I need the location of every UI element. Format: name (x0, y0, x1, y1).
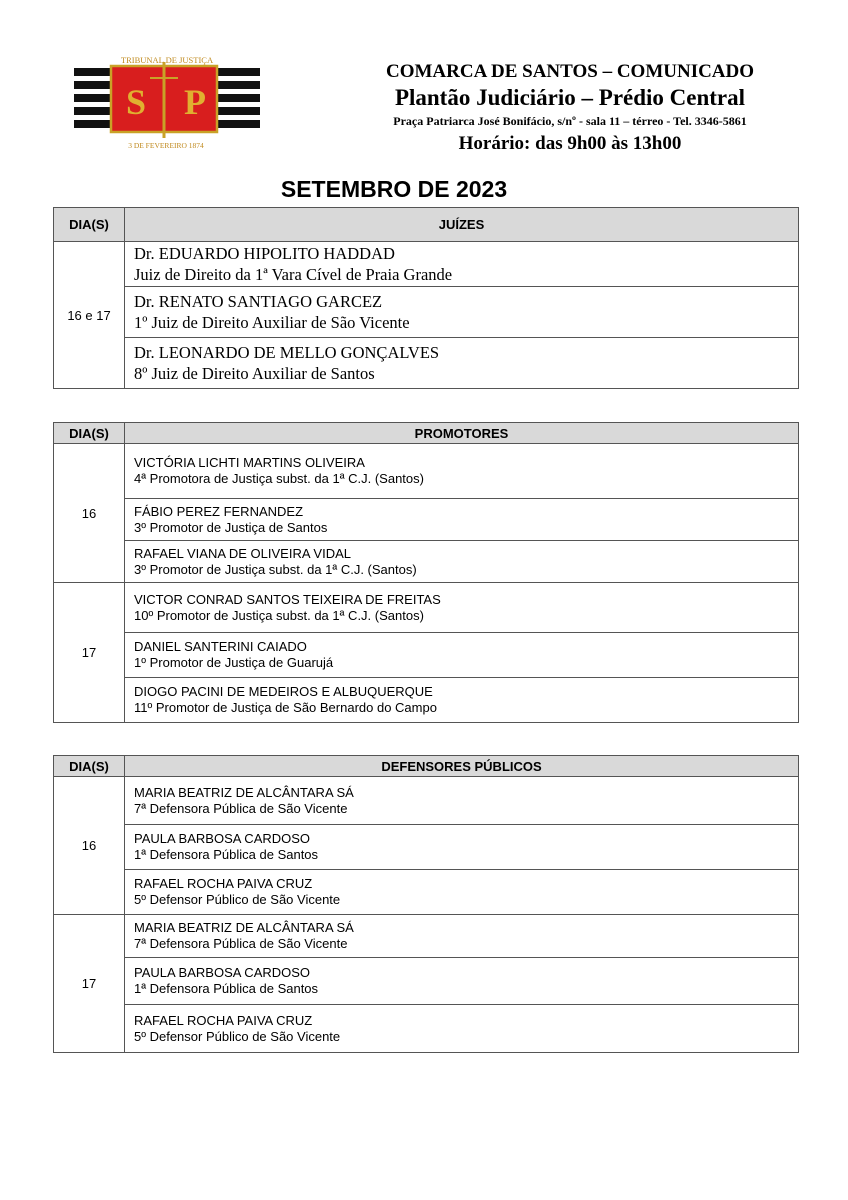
table-header-row (54, 423, 799, 444)
col-header-day: DIA(S) (54, 423, 125, 444)
table-header-row (54, 208, 799, 242)
prosecutor-role: 11º Promotor de Justiça de São Bernardo do Campo (134, 700, 437, 715)
header-subtitle: Plantão Judiciário – Prédio Central (394, 85, 746, 110)
table-row (54, 499, 799, 541)
defender-name: MARIA BEATRIZ DE ALCÂNTARA SÁ (134, 784, 354, 800)
prosecutor-name: FÁBIO PEREZ FERNANDEZ (134, 503, 304, 519)
judges-table (53, 207, 799, 389)
judge-name: Dr. EDUARDO HIPOLITO HADDAD (134, 244, 395, 263)
prosecutor-cell (125, 541, 799, 583)
col-header-day: DIA(S) (54, 208, 125, 242)
defender-name: RAFAEL ROCHA PAIVA CRUZ (134, 876, 313, 891)
defenders-table (53, 755, 799, 1053)
prosecutor-name: VICTOR CONRAD SANTOS TEIXEIRA DE FREITAS (134, 591, 441, 607)
defender-name: RAFAEL ROCHA PAIVA CRUZ (134, 1012, 313, 1028)
defender-name: PAULA BARBOSA CARDOSO (134, 965, 311, 980)
defender-cell (125, 777, 799, 825)
defender-role: 5º Defensor Público de São Vicente (134, 1028, 341, 1044)
col-header-judges: JUÍZES (125, 208, 799, 242)
header-hours: Horário: das 9h00 às 13h00 (458, 133, 682, 154)
table-row (54, 287, 799, 338)
table-row (54, 870, 799, 915)
judge-cell (125, 242, 799, 287)
table-row (54, 633, 799, 678)
header (300, 60, 840, 156)
judge-cell (125, 338, 799, 389)
prosecutor-cell (125, 583, 799, 633)
prosecutor-cell (125, 499, 799, 541)
prosecutor-cell (125, 678, 799, 723)
judge-name: Dr. RENATO SANTIAGO GARCEZ (134, 292, 383, 311)
table-row (54, 915, 799, 958)
defender-name: PAULA BARBOSA CARDOSO (134, 831, 311, 846)
table-row (54, 777, 799, 825)
day-cell: 16 (54, 777, 125, 915)
defender-cell (125, 915, 799, 958)
defender-cell (125, 825, 799, 870)
prosecutor-cell (125, 633, 799, 678)
prosecutor-role: 4ª Promotora de Justiça subst. da 1ª C.J. (Santos) (134, 471, 424, 486)
svg-text:TRIBUNAL DE JUSTIÇA: TRIBUNAL DE JUSTIÇA (120, 55, 214, 65)
tjsp-logo (74, 52, 260, 156)
day-cell: 17 (54, 915, 125, 1053)
table-row (54, 958, 799, 1005)
svg-text:3 DE FEVEREIRO 1874: 3 DE FEVEREIRO 1874 (128, 141, 204, 150)
prosecutor-role: 3º Promotor de Justiça subst. da 1ª C.J. (Santos) (134, 561, 417, 577)
table-row (54, 541, 799, 583)
prosecutor-name: VICTÓRIA LICHTI MARTINS OLIVEIRA (134, 455, 365, 470)
header-title: COMARCA DE SANTOS – COMUNICADO (385, 61, 755, 82)
day-cell: 16 e 17 (54, 242, 125, 389)
prosecutors-table (53, 422, 799, 723)
table-row (54, 583, 799, 633)
judge-name: Dr. LEONARDO DE MELLO GONÇALVES (134, 343, 440, 362)
day-cell: 16 (54, 444, 125, 583)
prosecutor-role: 1º Promotor de Justiça de Guarujá (134, 655, 334, 670)
prosecutor-role: 10º Promotor de Justiça subst. da 1ª C.J. (Santos) (134, 607, 424, 623)
defender-role: 1ª Defensora Pública de Santos (134, 847, 319, 862)
header-address: Praça Patriarca José Bonifácio, s/nº - sala 11 – térreo - Tel. 3346-5861 (393, 114, 747, 128)
svg-text:S: S (125, 82, 147, 122)
day-cell: 17 (54, 583, 125, 723)
table-row (54, 444, 799, 499)
col-header-prosecutors: PROMOTORES (125, 423, 799, 444)
table-row (54, 678, 799, 723)
judge-cell (125, 287, 799, 338)
defender-cell (125, 870, 799, 915)
prosecutor-role: 3º Promotor de Justiça de Santos (134, 519, 328, 535)
col-header-day: DIA(S) (54, 756, 125, 777)
table-header-row (54, 756, 799, 777)
table-row (54, 825, 799, 870)
prosecutor-name: RAFAEL VIANA DE OLIVEIRA VIDAL (134, 545, 351, 561)
defender-cell (125, 958, 799, 1005)
col-header-defenders: DEFENSORES PÚBLICOS (125, 756, 799, 777)
prosecutor-cell (125, 444, 799, 499)
month-title: SETEMBRO DE 2023 (280, 176, 508, 202)
table-row (54, 338, 799, 389)
table-row (54, 1005, 799, 1053)
judge-role: 1º Juiz de Direito Auxiliar de São Vicente (134, 313, 410, 332)
defender-name: MARIA BEATRIZ DE ALCÂNTARA SÁ (134, 920, 354, 935)
table-row (54, 242, 799, 287)
judge-role: 8º Juiz de Direito Auxiliar de Santos (134, 364, 375, 383)
prosecutor-name: DIOGO PACINI DE MEDEIROS E ALBUQUERQUE (134, 684, 433, 699)
defender-cell (125, 1005, 799, 1053)
defender-role: 7ª Defensora Pública de São Vicente (134, 936, 348, 951)
judge-role: Juiz de Direito da 1ª Vara Cível de Praia Grande (134, 265, 453, 284)
defender-role: 5º Defensor Público de São Vicente (134, 892, 341, 907)
defender-role: 7ª Defensora Pública de São Vicente (134, 800, 348, 816)
prosecutor-name: DANIEL SANTERINI CAIADO (134, 639, 307, 654)
svg-text:P: P (184, 82, 206, 122)
defender-role: 1ª Defensora Pública de Santos (134, 981, 319, 996)
